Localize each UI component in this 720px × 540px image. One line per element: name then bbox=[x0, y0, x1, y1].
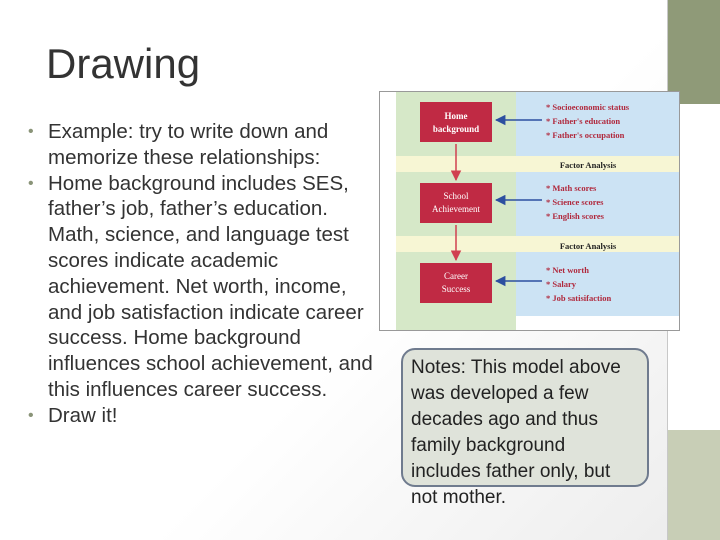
career-success-box bbox=[420, 263, 492, 303]
indicator-2-1: * Math scores bbox=[546, 183, 597, 193]
latent-3-line-1: Career bbox=[444, 271, 468, 281]
bullet-text: Draw it! bbox=[48, 403, 118, 427]
bullet-list bbox=[28, 119, 378, 429]
bullet-text: Example: try to write down and memorize these relationships: bbox=[48, 120, 329, 169]
indicator-3-2: * Salary bbox=[546, 279, 576, 289]
notes-box bbox=[401, 348, 649, 508]
bullet-dot: • bbox=[28, 123, 34, 140]
indicator-2-2: * Science scores bbox=[546, 197, 604, 207]
bullet-dot: • bbox=[28, 174, 34, 192]
latent-1-line-2: background bbox=[432, 124, 480, 134]
indicator-block-3 bbox=[516, 252, 679, 316]
indicator-2-3: * English scores bbox=[546, 211, 604, 221]
indicator-1-3: * Father's occupation bbox=[546, 130, 625, 140]
gap-band-2 bbox=[396, 236, 679, 252]
accent-bar-top bbox=[667, 0, 720, 104]
notes-text: Notes: This model above was developed a few decades ago and thus family background includes father only, but not mother. bbox=[411, 357, 621, 508]
latent-2-line-2: Achievement bbox=[432, 204, 480, 214]
bullet-item bbox=[28, 171, 378, 403]
path-model-diagram bbox=[379, 91, 680, 331]
home-background-box bbox=[420, 102, 492, 142]
latent-3-line-2: Success bbox=[441, 284, 471, 294]
bullet-dot: • bbox=[28, 406, 34, 424]
indicator-1-2: * Father's education bbox=[546, 116, 621, 126]
path-model-svg bbox=[380, 92, 679, 330]
indicator-3-3: * Job satisifaction bbox=[546, 293, 612, 303]
factor-analysis-label-2: Factor Analysis bbox=[559, 241, 617, 251]
bullet-item bbox=[28, 403, 378, 429]
bullet-item bbox=[28, 119, 378, 171]
indicator-3-1: * Net worth bbox=[546, 265, 589, 275]
latent-1-line-1: Home bbox=[444, 111, 468, 121]
bullet-text: Home background includes SES, father’s job, father’s education. Math, science, and language test scores indicate academic achievement. Net worth, income, and job satisfaction indicate career success. Home background influences school achievement, and this influences career success. bbox=[48, 171, 373, 401]
school-achievement-box bbox=[420, 183, 492, 223]
factor-analysis-label-1: Factor Analysis bbox=[559, 160, 617, 170]
indicator-1-1: * Socioeconomic status bbox=[546, 102, 630, 112]
slide-title: Drawing bbox=[46, 40, 201, 87]
latent-2-line-1: School bbox=[443, 191, 469, 201]
gap-band-1 bbox=[396, 156, 679, 172]
accent-bar-bottom bbox=[667, 430, 720, 540]
